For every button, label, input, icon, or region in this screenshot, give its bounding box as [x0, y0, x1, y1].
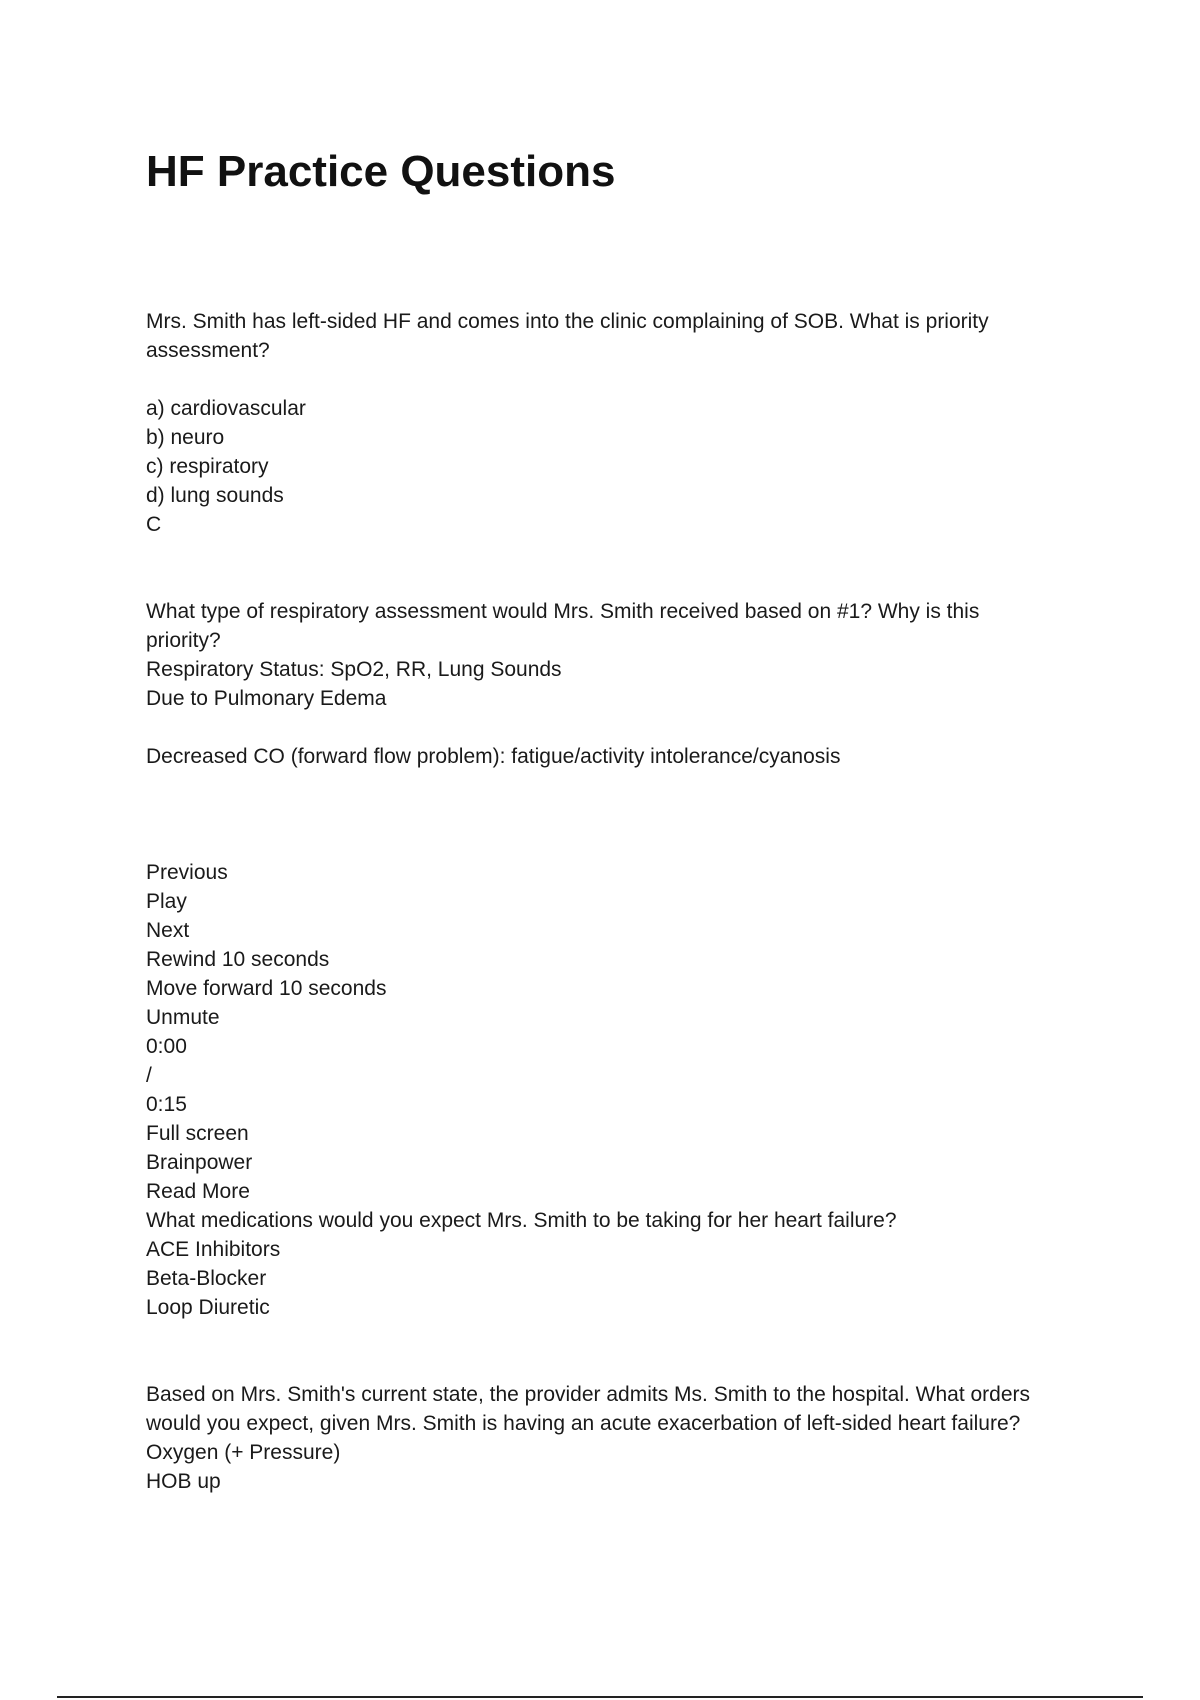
duration: 0:15: [146, 1093, 187, 1116]
time-separator: /: [146, 1064, 152, 1087]
question-2-text: What type of respiratory assessment would Mrs. Smith received based on #1? Why is this priority?: [146, 600, 980, 652]
question-3-answer-2: Beta-Blocker: [146, 1267, 267, 1290]
question-2-answer-line-1: Respiratory Status: SpO2, RR, Lung Sounds: [146, 658, 562, 681]
video-player-text: [146, 858, 1046, 1206]
question-2-note: Decreased CO (forward flow problem): fatigue/activity intolerance/cyanosis: [146, 745, 841, 768]
question-3-answer-1: ACE Inhibitors: [146, 1238, 281, 1261]
question-3-text: What medications would you expect Mrs. Smith to be taking for her heart failure?: [146, 1209, 897, 1232]
brand-label: Brainpower: [146, 1151, 253, 1174]
page-title: HF Practice Questions: [146, 147, 616, 196]
question-3-answer-3: Loop Diuretic: [146, 1296, 270, 1319]
unmute-button[interactable]: Unmute: [146, 1006, 220, 1029]
question-4-answer-1: Oxygen (+ Pressure): [146, 1441, 341, 1464]
next-button[interactable]: Next: [146, 919, 190, 942]
question-1-option-b: b) neuro: [146, 426, 225, 449]
question-1-option-a: a) cardiovascular: [146, 397, 306, 420]
question-4-text: Based on Mrs. Smith's current state, the provider admits Ms. Smith to the hospital. What orders would you expect, given Mrs. Smith is having an acute exacerbation of left-sided heart failure?: [146, 1383, 1031, 1435]
play-button[interactable]: Play: [146, 890, 187, 913]
question-1-option-d: d) lung sounds: [146, 484, 284, 507]
document-body: [146, 307, 1046, 1496]
question-2: [146, 597, 1046, 771]
rewind-button[interactable]: Rewind 10 seconds: [146, 948, 330, 971]
fullscreen-button[interactable]: Full screen: [146, 1122, 249, 1145]
current-time: 0:00: [146, 1035, 187, 1058]
question-4: [146, 1380, 1046, 1496]
question-1: [146, 307, 1046, 539]
read-more-link[interactable]: Read More: [146, 1180, 250, 1203]
previous-button[interactable]: Previous: [146, 861, 228, 884]
question-1-option-c: c) respiratory: [146, 455, 269, 478]
question-2-answer-line-2: Due to Pulmonary Edema: [146, 687, 387, 710]
question-1-text: Mrs. Smith has left-sided HF and comes into the clinic complaining of SOB. What is priority assessment?: [146, 310, 989, 362]
question-4-answer-2: HOB up: [146, 1470, 221, 1493]
forward-button[interactable]: Move forward 10 seconds: [146, 977, 387, 1000]
question-1-answer: C: [146, 513, 162, 536]
question-3: [146, 1206, 1046, 1322]
footer-divider: [57, 1696, 1143, 1698]
